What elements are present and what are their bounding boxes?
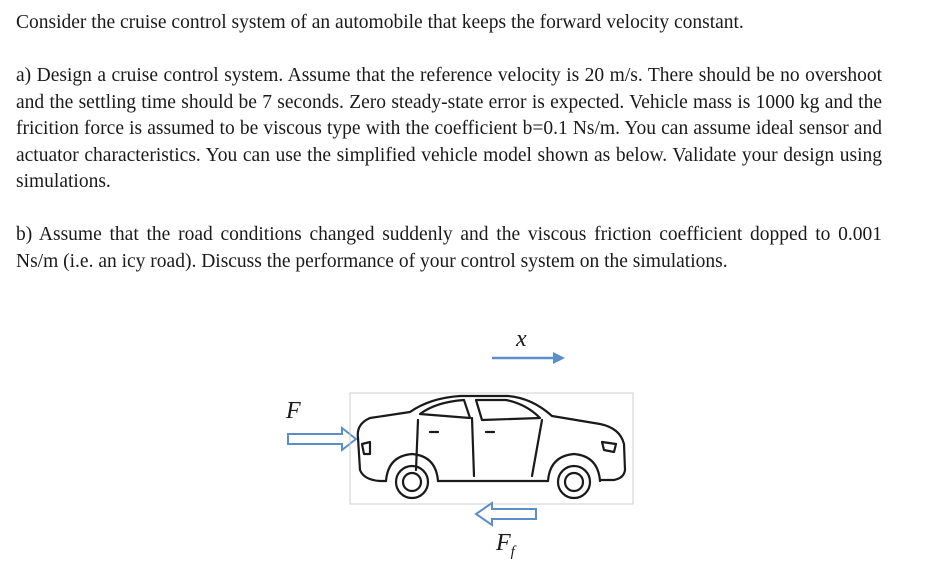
- problem-intro: Consider the cruise control system of an automobile that keeps the forward velocity constant.: [16, 12, 744, 33]
- friction-label-main: F: [496, 530, 511, 556]
- vehicle-model-figure: [270, 320, 670, 580]
- applied-force-arrow: [288, 428, 356, 450]
- vehicle-diagram: [270, 320, 670, 580]
- friction-label: [496, 530, 515, 561]
- friction-label-sub: f: [510, 543, 515, 560]
- car-image-frame: [350, 393, 633, 504]
- x-label: x: [516, 326, 527, 352]
- car-icon: [358, 396, 625, 498]
- problem-part-a: a) Design a cruise control system. Assume that the reference velocity is 20 m/s. There should be no overshoot and the settling time should be 7 seconds. Zero steady-state error is expected. Vehicle mass is 1000 kg and the fricition force is assumed to be viscous type with the coefficient b=0.1 Ns/m. You can assume ideal sensor and actuator characteristics. You can use the simplified vehicle model shown as below. Validate your design using simulations.: [16, 65, 882, 192]
- friction-force-arrow: [476, 503, 536, 525]
- force-label: F: [286, 398, 301, 424]
- problem-part-b: b) Assume that the road conditions changed suddenly and the viscous friction coefficient dopped to 0.001 Ns/m (i.e. an icy road). Discuss the performance of your control system on the simulations.: [16, 224, 882, 272]
- x-direction-arrow: [492, 352, 565, 364]
